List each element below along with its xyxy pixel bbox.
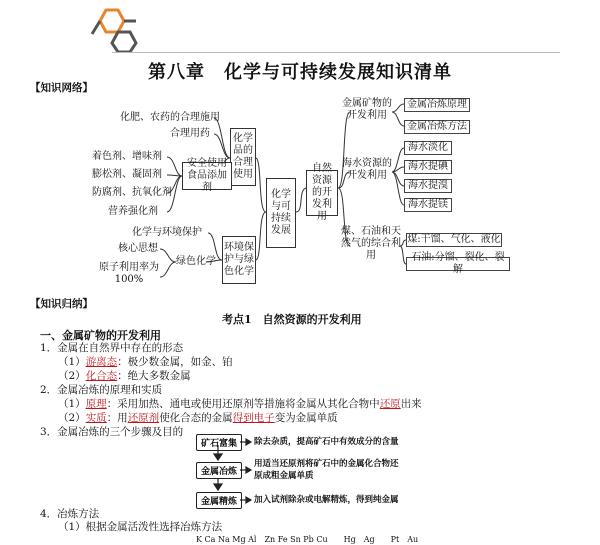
flow-desc-refine: 加入试剂除杂或电解精炼，得到纯金属 xyxy=(254,495,399,505)
mindmap-leaf: 海水提碘 xyxy=(404,160,452,174)
mindmap-leaf: 合理用药 xyxy=(170,128,210,139)
mindmap-node-natural-resources: 自然资源的开发利用 xyxy=(306,170,338,216)
mindmap-leaf: 核心思想 xyxy=(118,243,158,254)
metal-activity-series: K Ca Na Mg Al Zn Fe Sn Pb Cu Hg Ag Pt Au xyxy=(196,535,419,544)
text-line: 3．金属冶炼的三个步骤及目的 xyxy=(40,426,184,438)
mindmap-leaf: 防腐剂、抗氧化剂 xyxy=(92,187,172,198)
mindmap-node-sea: 海水资源的开发利用 xyxy=(342,158,392,181)
heading-metal: 一、金属矿物的开发利用 xyxy=(40,329,161,342)
flow-step-smelt: 金属冶炼 xyxy=(196,462,242,479)
mindmap-leaf: 金属冶炼方法 xyxy=(404,120,470,134)
kaodian-title: 考点1 自然资源的开发利用 xyxy=(222,313,362,326)
text-line: 1．金属在自然界中存在的形态 xyxy=(40,342,184,354)
text-line: （1）原理：采用加热、通电或使用还原剂等措施将金属从其化合物中还原出来 xyxy=(58,398,422,410)
text-line: （2）实质：用还原剂使化合态的金属得到电子变为金属单质 xyxy=(58,412,338,424)
mindmap-leaf: 海水提镁 xyxy=(404,198,452,212)
mindmap-leaf: 海水淡化 xyxy=(404,141,452,155)
mindmap-branch-chemicals: 化学品的合理使用 xyxy=(230,128,256,186)
text-line: 4．冶炼方法 xyxy=(40,508,100,520)
mindmap-leaf: 化肥、农药的合理施用 xyxy=(120,112,220,123)
mindmap-sub-food-additive: 安全使用食品添加剂 xyxy=(182,162,232,190)
mindmap-leaf: 膨松剂、凝固剂 xyxy=(92,169,162,180)
mindmap-leaf: 着色剂、增味剂 xyxy=(92,151,162,162)
mindmap-leaf: 原子利用率为100% xyxy=(99,262,159,285)
mindmap-leaf: 石油:分馏、裂化、裂解 xyxy=(406,257,510,271)
text-line: （1）游离态：极少数金属，如金、铂 xyxy=(58,356,233,368)
mindmap-sub-green-chem: 绿色化学 xyxy=(176,256,216,267)
mindmap-leaf: 化学与环境保护 xyxy=(132,227,202,238)
mindmap-leaf: 金属冶炼原理 xyxy=(404,98,470,112)
page-title: 第八章 化学与可持续发展知识清单 xyxy=(148,62,452,83)
flow-step-enrich: 矿石富集 xyxy=(196,434,242,451)
section-network-label: 【知识网络】 xyxy=(30,82,93,94)
mindmap-branch-environment: 环境保护与绿色化学 xyxy=(222,236,256,284)
flow-step-refine: 金属精炼 xyxy=(196,492,242,509)
mindmap-leaf: 煤:干馏、气化、液化 xyxy=(407,234,501,245)
section-summary-label: 【知识归纳】 xyxy=(30,298,93,310)
mindmap-node-coal: 煤、石油和天然气的综合利用 xyxy=(341,226,401,261)
flow-desc-enrich: 除去杂质，提高矿石中有效成分的含量 xyxy=(254,437,399,447)
flow-desc-smelt-2: 原成粗金属单质 xyxy=(254,471,314,481)
text-line: （2）化合态：绝大多数金属 xyxy=(58,370,191,382)
text-line: （1）根据金属活泼性选择冶炼方法 xyxy=(58,521,223,533)
flow-desc-smelt-1: 用适当还原剂将矿石中的金属化合物还 xyxy=(254,459,399,469)
mindmap-center-node: 化学与可持续发展 xyxy=(266,178,296,248)
mindmap-node-metal: 金属矿物的开发利用 xyxy=(342,98,392,121)
mindmap-leaf: 营养强化剂 xyxy=(108,206,158,217)
text-line: 2．金属冶炼的原理和实质 xyxy=(40,384,163,396)
mindmap-leaf: 海水提溴 xyxy=(404,179,452,193)
